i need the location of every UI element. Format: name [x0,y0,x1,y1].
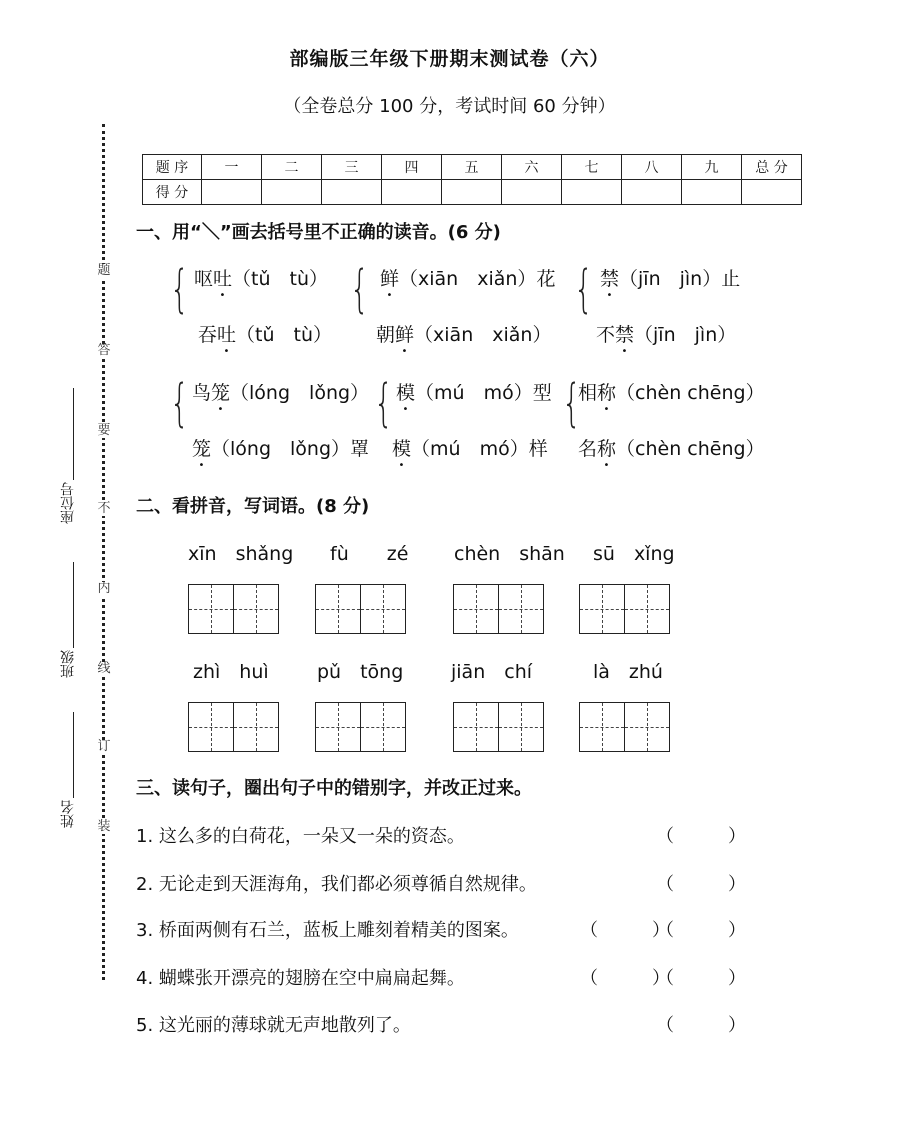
sentence: 3. 桥面两侧有石兰，蓝板上雕刻着精美的图案。 [136,920,519,941]
seat-number-field[interactable] [73,388,74,480]
writing-cell[interactable] [233,584,279,634]
writing-cell[interactable] [315,702,361,752]
answer-blank[interactable]: （ ） [580,968,670,989]
answer-blank[interactable]: （ ） [656,1015,746,1036]
row-label: 得 分 [143,180,202,205]
score-cell[interactable] [202,180,262,205]
writing-cell[interactable] [360,584,406,634]
pinyin-label: là zhú [593,661,663,683]
column-header: 总 分 [742,155,802,180]
score-cell[interactable] [322,180,382,205]
binding-word: 内 [97,581,111,596]
binding-word: 答 [97,343,111,358]
writing-box-pair[interactable] [579,702,668,752]
pinyin-label: chèn shān [454,543,565,565]
writing-cell[interactable] [624,702,670,752]
binding-word: 装 [97,819,111,834]
group-line-a: 相称（chèn chēng） [578,382,765,404]
column-header: 六 [502,155,562,180]
group-line-b: 模（mú mó）样 [392,438,548,460]
score-table [142,154,802,205]
writing-cell[interactable] [498,584,544,634]
group-line-a: 禁（jīn jìn）止 [600,268,741,290]
class-label: 班级 [60,650,76,678]
writing-cell[interactable] [624,584,670,634]
group-line-a: 鸟笼（lóng lǒng） [192,382,370,404]
name-label: 姓名 [60,800,76,828]
score-cell[interactable] [622,180,682,205]
brace-icon: { [562,374,582,434]
binding-dotted-line [102,124,105,980]
sentence: 1. 这么多的白荷花，一朵又一朵的资态。 [136,826,465,847]
sentence: 2. 无论走到天涯海角，我们都必须尊循自然规律。 [136,874,537,895]
pinyin-label: sū xǐng [593,543,675,565]
pinyin-label: fù zé [330,543,409,565]
group-line-a: 模（mú mó）型 [396,382,552,404]
section2-heading: 二、看拼音，写词语。(8 分) [136,496,370,517]
answer-blank[interactable]: （ ） [580,920,670,941]
section3-heading: 三、读句子，圈出句子中的错别字，并改正过来。 [136,778,532,799]
writing-cell[interactable] [188,584,234,634]
writing-cell[interactable] [579,702,625,752]
class-field[interactable] [73,562,74,648]
writing-cell[interactable] [233,702,279,752]
binding-word: 订 [97,739,111,754]
column-header: 八 [622,155,682,180]
group-line-b: 名称（chèn chēng） [578,438,765,460]
score-cell[interactable] [442,180,502,205]
row-label: 题 序 [143,155,202,180]
seat-number-label: 座位号 [60,482,76,524]
score-cell[interactable] [562,180,622,205]
group-line-b: 不禁（jīn jìn） [596,324,737,346]
sentence: 5. 这光丽的薄球就无声地散列了。 [136,1015,411,1036]
score-cell[interactable] [742,180,802,205]
writing-box-pair[interactable] [453,584,542,634]
brace-icon: { [170,374,190,434]
column-header: 九 [682,155,742,180]
name-field[interactable] [73,712,74,798]
binding-word: 不 [97,501,111,516]
writing-cell[interactable] [453,584,499,634]
pinyin-label: zhì huì [193,661,269,683]
score-cell[interactable] [262,180,322,205]
column-header: 一 [202,155,262,180]
writing-box-pair[interactable] [579,584,668,634]
score-cell[interactable] [382,180,442,205]
writing-cell[interactable] [453,702,499,752]
section1-heading: 一、用“＼”画去括号里不正确的读音。(6 分) [136,222,501,243]
writing-box-pair[interactable] [315,584,404,634]
brace-icon: { [374,374,394,434]
writing-box-pair[interactable] [453,702,542,752]
column-header: 二 [262,155,322,180]
exam-info: （全卷总分 100 分，考试时间 60 分钟） [283,96,616,117]
column-header: 五 [442,155,502,180]
score-table-score-row [143,180,802,205]
column-header: 三 [322,155,382,180]
page-title: 部编版三年级下册期末测试卷（六） [289,48,610,70]
writing-box-pair[interactable] [188,702,277,752]
group-line-b: 朝鲜（xiān xiǎn） [376,324,552,346]
answer-blank[interactable]: （ ） [656,874,746,895]
writing-cell[interactable] [579,584,625,634]
score-cell[interactable] [682,180,742,205]
writing-box-pair[interactable] [315,702,404,752]
column-header: 四 [382,155,442,180]
binding-word: 要 [97,423,111,438]
writing-cell[interactable] [498,702,544,752]
brace-icon: { [170,260,190,320]
answer-blank[interactable]: （ ） [656,826,746,847]
sentence: 4. 蝴蝶张开漂亮的翅膀在空中扁扁起舞。 [136,968,465,989]
pinyin-label: jiān chí [451,661,533,683]
score-table-header-row [143,155,802,180]
pinyin-label: xīn shǎng [188,543,294,565]
writing-cell[interactable] [315,584,361,634]
writing-cell[interactable] [188,702,234,752]
group-line-a: 鲜（xiān xiǎn）花 [380,268,556,290]
score-cell[interactable] [502,180,562,205]
answer-blank[interactable]: （ ） [656,968,746,989]
binding-word: 题 [97,263,111,278]
group-line-a: 呕吐（tǔ tù） [194,268,329,290]
brace-icon: { [574,260,594,320]
writing-cell[interactable] [360,702,406,752]
answer-blank[interactable]: （ ） [656,920,746,941]
column-header: 七 [562,155,622,180]
brace-icon: { [350,260,370,320]
writing-box-pair[interactable] [188,584,277,634]
group-line-b: 笼（lóng lǒng）罩 [192,438,370,460]
binding-word: 线 [97,661,111,676]
pinyin-label: pǔ tōng [317,661,404,683]
group-line-b: 吞吐（tǔ tù） [198,324,333,346]
